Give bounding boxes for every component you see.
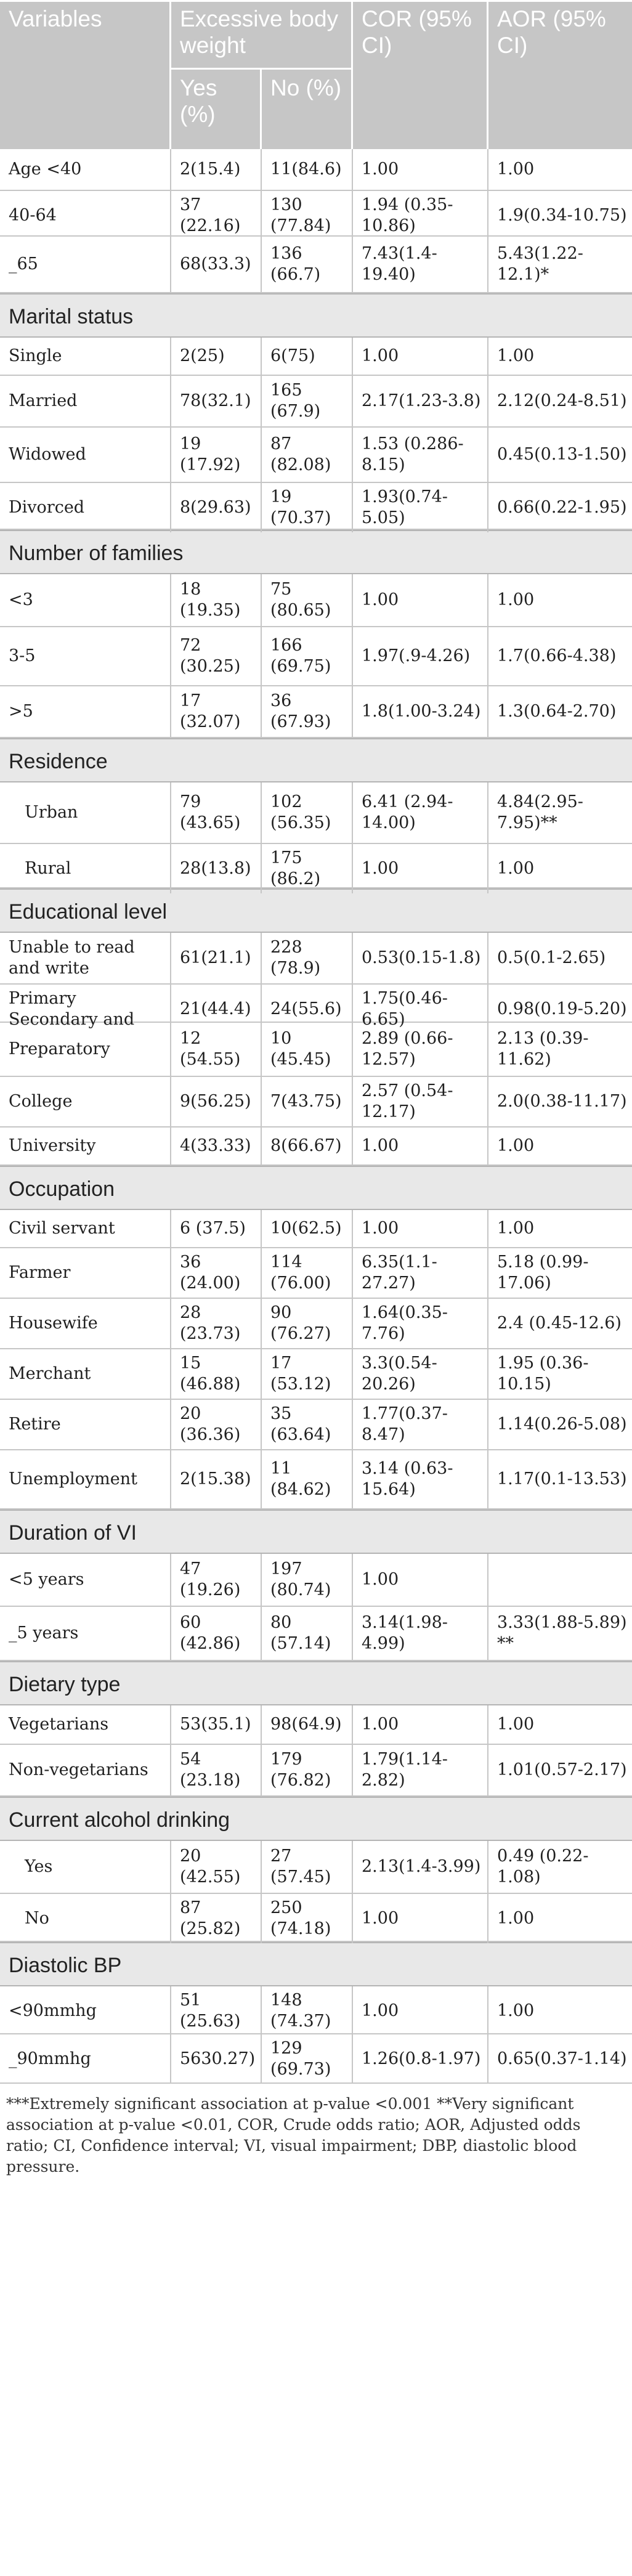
cell-cor: 1.00 [353,844,488,893]
cell-aor: 5.43(1.22-12.1)* [497,244,583,284]
cell-yes: 2(15.4) [171,149,262,190]
cell-yes: 54 (23.18) [171,1745,262,1795]
header-cor: COR (95% CI) [353,2,488,149]
table-row [0,2034,632,2084]
cell-variable: Non-vegetarians [0,1745,171,1795]
cell-variable: Farmer [0,1248,171,1298]
cell-aor: 1.00 [497,1715,535,1734]
cell-variable: Preparatory [0,1023,171,1076]
cell-yes: 5630.27) [171,2034,262,2084]
cell-variable: Unemployment [0,1450,171,1508]
cell-cor: 1.00 [353,338,488,375]
cell-aor: 1.01(0.57-2.17) [497,1760,627,1779]
cell-cor: 3.14(1.98-4.99) [353,1607,488,1660]
cell-no: 87 (82.08) [262,428,353,482]
header-excessive: Excessive body weight [171,2,351,70]
table-header [0,0,632,149]
cell-aor: 0.49 (0.22-1.08) [497,1847,589,1887]
cell-yes: 60 (42.86) [171,1607,262,1660]
table-footnote: ***Extremely significant association at p-value <0.001 **Very significant association at p-value <0.01, COR, Crude odds ratio; AOR, Adjusted odds ratio; CI, Confidence interval; VI, visual impairment; DBP, diastolic blood pressure. [6,2095,581,2176]
cell-aor: 2.13 (0.39-11.62) [497,1029,589,1069]
cell-yes: 51 (25.63) [171,1986,262,2036]
cell-no: 130 (77.84) [262,191,353,240]
cell-cor: 0.53(0.15-1.8) [353,933,488,983]
cell-yes: 61(21.1) [171,933,262,983]
cell-yes: 87 (25.82) [171,1894,262,1943]
table-row [0,237,632,293]
cell-variable: Single [0,338,171,375]
section-title: Marital status [0,293,632,338]
cell-aor: 1.00 [497,160,535,179]
cell-variable: No [0,1894,171,1943]
cell-no: 165 (67.9) [262,376,353,426]
table-row [0,627,632,686]
table-row [0,376,632,428]
table-row [0,985,632,1029]
cell-variable: Retire [0,1400,171,1449]
cell-variable: _90mmhg [0,2034,171,2084]
cell-variable: 40-64 [0,191,171,240]
cell-aor: 1.00 [497,590,535,609]
cell-variable: >5 [0,686,171,737]
cell-yes: 2(15.38) [171,1450,262,1508]
cell-no: 166 (69.75) [262,627,353,685]
table-row [0,1210,632,1248]
cell-cor: 7.43(1.4-19.40) [353,237,488,292]
cell-aor: 1.9(0.34-10.75) [497,206,627,225]
section-title: Residence [0,738,632,782]
cell-no: 11 (84.62) [262,1450,353,1508]
cell-aor: 0.98(0.19-5.20) [497,999,627,1018]
table-row [0,1745,632,1797]
cell-cor: 1.79(1.14-2.82) [353,1745,488,1795]
cell-variable: <3 [0,574,171,626]
table-row [0,1554,632,1607]
header-excessive-group [171,2,353,149]
cell-yes: 8(29.63) [171,483,262,532]
cell-aor: 0.65(0.37-1.14) [497,2049,627,2068]
cell-yes: 72 (30.25) [171,627,262,685]
cell-aor: 1.14(0.26-5.08) [497,1415,627,1434]
table-row [0,844,632,888]
cell-no: 102 (56.35) [262,782,353,843]
section-title: Duration of VI [0,1509,632,1554]
table-row [0,1894,632,1942]
cell-no: 27 (57.45) [262,1841,353,1893]
cell-no: 35 (63.64) [262,1400,353,1449]
cell-yes: 18 (19.35) [171,574,262,626]
cell-aor: 1.00 [497,1219,535,1238]
cell-cor: 1.94 (0.35-10.86) [353,191,488,240]
cell-no: 11(84.6) [262,149,353,190]
cell-cor: 1.64(0.35-7.76) [353,1299,488,1348]
cell-aor: 5.18 (0.99-17.06) [497,1253,589,1293]
cell-aor: 2.12(0.24-8.51) [497,391,627,410]
cell-aor: 1.3(0.64-2.70) [497,702,617,721]
table-row [0,1986,632,2034]
cell-no: 10(62.5) [262,1210,353,1247]
cell-cor: 1.26(0.8-1.97) [353,2034,488,2084]
cell-no: 24(55.6) [262,985,353,1034]
table-row [0,1400,632,1450]
table-row [0,1023,632,1077]
cell-no: 17 (53.12) [262,1349,353,1399]
cell-variable: Merchant [0,1349,171,1399]
header-no: No (%) [270,75,342,100]
cell-aor: 1.95 (0.36-10.15) [497,1354,589,1394]
cell-cor: 2.17(1.23-3.8) [353,376,488,426]
cell-no: 129 (69.73) [262,2034,353,2084]
table-row [0,782,632,844]
cell-cor: 1.77(0.37-8.47) [353,1400,488,1449]
cell-no: 36 (67.93) [262,686,353,737]
cell-aor: 1.00 [497,346,535,365]
table-row [0,338,632,376]
cell-variable: Age <40 [0,149,171,190]
cell-aor: 1.00 [497,1909,535,1928]
cell-cor: 3.14 (0.63-15.64) [353,1450,488,1508]
cell-no: 7(43.75) [262,1077,353,1126]
cell-yes: 36 (24.00) [171,1248,262,1298]
cell-yes: 15 (46.88) [171,1349,262,1399]
cell-yes: 78(32.1) [171,376,262,426]
cell-no: 98(64.9) [262,1705,353,1744]
cell-variable: Divorced [0,483,171,532]
table-row [0,1077,632,1128]
section-title: Dietary type [0,1661,632,1705]
cell-cor: 1.00 [353,1894,488,1943]
cell-yes: 20 (42.55) [171,1841,262,1893]
cell-aor: 0.5(0.1-2.65) [497,948,606,967]
cell-variable: University [0,1128,171,1164]
table-row [0,1248,632,1299]
cell-cor: 1.00 [353,1128,488,1164]
cell-yes: 79 (43.65) [171,782,262,843]
cell-no: 197 (80.74) [262,1554,353,1606]
cell-yes: 47 (19.26) [171,1554,262,1606]
cell-no: 148 (74.37) [262,1986,353,2036]
cell-variable: _65 [0,237,171,292]
section-title: Diastolic BP [0,1942,632,1986]
table-row [0,483,632,530]
cell-cor: 1.75(0.46-6.65) [353,985,488,1034]
table-row [0,686,632,738]
table-row [0,933,632,985]
table-row [0,1705,632,1745]
table-row [0,1349,632,1400]
cell-no: 8(66.67) [262,1128,353,1164]
cell-aor: 2.4 (0.45-12.6) [497,1314,622,1333]
cell-variable: _5 years [0,1607,171,1660]
cell-aor: 3.33(1.88-5.89) ** [497,1613,627,1653]
table-row [0,149,632,191]
cell-variable: Married [0,376,171,426]
cell-cor: 1.00 [353,574,488,626]
cell-aor: 1.00 [497,859,535,878]
table-row [0,1841,632,1894]
cell-yes: 19 (17.92) [171,428,262,482]
cell-yes: 53(35.1) [171,1705,262,1744]
section-title: Educational level [0,888,632,933]
cell-cor: 1.97(.9-4.26) [353,627,488,685]
header-aor: AOR (95% CI) [497,6,606,58]
cell-aor: 1.00 [497,2001,535,2020]
cell-aor [488,1554,632,1606]
cell-no: 19 (70.37) [262,483,353,532]
cell-no: 80 (57.14) [262,1607,353,1660]
cell-no: 228 (78.9) [262,933,353,983]
cell-yes: 6 (37.5) [171,1210,262,1247]
cell-yes: 2(25) [171,338,262,375]
cell-no: 175 (86.2) [262,844,353,893]
cell-yes: 28 (23.73) [171,1299,262,1348]
cell-aor: 1.7(0.66-4.38) [497,646,617,665]
cell-cor: 1.00 [353,1210,488,1247]
cell-aor: 1.17(0.1-13.53) [497,1469,627,1489]
cell-cor: 3.3(0.54-20.26) [353,1349,488,1399]
cell-variable: Widowed [0,428,171,482]
table-body [0,149,632,2084]
cell-variable: <5 years [0,1554,171,1606]
cell-yes: 37 (22.16) [171,191,262,240]
cell-cor: 6.35(1.1-27.27) [353,1248,488,1298]
cell-no: 114 (76.00) [262,1248,353,1298]
cell-variable: Unable to read and write [0,933,171,983]
cell-cor: 1.00 [353,1705,488,1744]
cell-variable: Housewife [0,1299,171,1348]
section-title: Occupation [0,1166,632,1210]
cell-cor: 1.00 [353,1554,488,1606]
cell-yes: 21(44.4) [171,985,262,1034]
cell-yes: 20 (36.36) [171,1400,262,1449]
cell-cor: 1.93(0.74-5.05) [353,483,488,532]
table-row [0,1128,632,1166]
cell-variable: Urban [0,782,171,843]
cell-aor: 0.45(0.13-1.50) [497,445,627,464]
cell-yes: 9(56.25) [171,1077,262,1126]
cell-variable: College [0,1077,171,1126]
header-variables: Variables [0,2,171,149]
cell-cor: 1.8(1.00-3.24) [353,686,488,737]
header-yes: Yes (%) [171,70,262,149]
table-row [0,1299,632,1349]
cell-no: 10 (45.45) [262,1023,353,1076]
cell-aor: 4.84(2.95-7.95)** [497,792,583,832]
cell-variable: 3-5 [0,627,171,685]
table-row [0,1450,632,1509]
cell-variable: <90mmhg [0,1986,171,2036]
table-row [0,574,632,627]
cell-no: 250 (74.18) [262,1894,353,1943]
cell-no: 179 (76.82) [262,1745,353,1795]
cell-cor: 2.89 (0.66-12.57) [353,1023,488,1076]
cell-aor: 1.00 [497,1136,535,1155]
cell-aor: 2.0(0.38-11.17) [497,1092,627,1111]
table-row [0,191,632,237]
cell-no: 90 (76.27) [262,1299,353,1348]
cell-yes: 68(33.3) [171,237,262,292]
cell-yes: 17 (32.07) [171,686,262,737]
cell-cor: 2.57 (0.54-12.17) [353,1077,488,1126]
table-row [0,1607,632,1661]
cell-cor: 1.00 [353,1986,488,2036]
cell-variable: Primary Secondary and [0,985,171,1034]
cell-variable: Vegetarians [0,1705,171,1744]
cell-aor: 0.66(0.22-1.95) [497,498,627,517]
section-title: Number of families [0,530,632,574]
cell-cor: 1.00 [353,149,488,190]
cell-variable: Yes [0,1841,171,1893]
section-title: Current alcohol drinking [0,1797,632,1841]
cell-cor: 6.41 (2.94-14.00) [353,782,488,843]
cell-no: 75 (80.65) [262,574,353,626]
cell-yes: 28(13.8) [171,844,262,893]
cell-no: 6(75) [262,338,353,375]
cell-variable: Civil servant [0,1210,171,1247]
cell-no: 136 (66.7) [262,237,353,292]
table-row [0,428,632,483]
cell-yes: 4(33.33) [171,1128,262,1164]
cell-cor: 1.53 (0.286-8.15) [353,428,488,482]
cell-yes: 12 (54.55) [171,1023,262,1076]
cell-cor: 2.13(1.4-3.99) [353,1841,488,1893]
cell-variable: Rural [0,844,171,893]
